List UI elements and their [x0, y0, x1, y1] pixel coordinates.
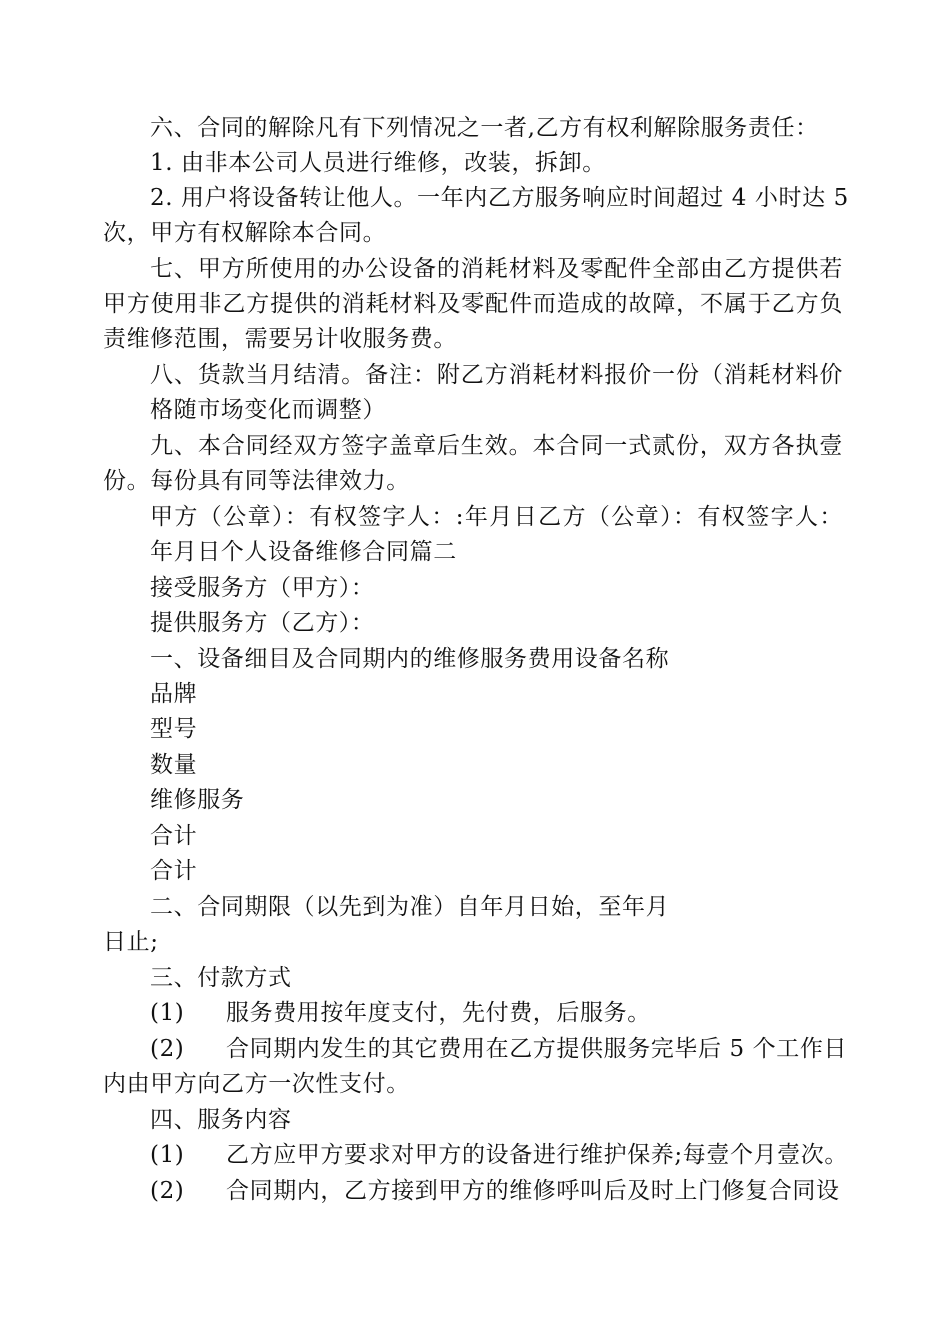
paragraph-line: 甲方使用非乙方提供的消耗材料及零配件而造成的故障，不属于乙方负: [103, 291, 843, 317]
paragraph-line: 次，甲方有权解除本合同。: [103, 220, 387, 246]
section-heading: 年月日个人设备维修合同篇二: [150, 539, 457, 565]
list-item-number: (2): [150, 1036, 185, 1062]
paragraph-line: 1. 由非本公司人员进行维修，改装，拆卸。: [150, 150, 606, 176]
field-label: 数量: [150, 752, 198, 778]
list-item: [150, 996, 843, 1031]
field-label: 型号: [150, 716, 198, 742]
paragraph-line: 份。每份具有同等法律效力。: [103, 468, 410, 494]
party-a-line: 接受服务方（甲方）：: [150, 575, 375, 601]
list-item-text: 合同期内，乙方接到甲方的维修呼叫后及时上门修复合同设: [226, 1178, 840, 1204]
paragraph-line: 八、货款当月结清。备注：附乙方消耗材料报价一份（消耗材料价: [150, 362, 843, 388]
list-item: [150, 1174, 843, 1209]
paragraph-line: 格随市场变化而调整）: [150, 397, 386, 423]
list-item-text: 合同期内发生的其它费用在乙方提供服务完毕后 5 个工作日: [226, 1036, 848, 1062]
paragraph-line: 内由甲方向乙方一次性支付。: [103, 1071, 410, 1097]
list-item-number: (2): [150, 1178, 185, 1204]
paragraph-line: 日止;: [103, 929, 159, 955]
list-item: [150, 1032, 848, 1067]
paragraph-line: 七、甲方所使用的办公设备的消耗材料及零配件全部由乙方提供若: [150, 256, 843, 282]
paragraph-line: 责维修范围，需要另计收服务费。: [103, 326, 457, 352]
section-heading: 四、服务内容: [150, 1107, 292, 1133]
field-label: 维修服务: [150, 787, 245, 813]
section-heading: 三、付款方式: [150, 965, 292, 991]
field-label: 品牌: [150, 681, 198, 707]
field-label: 合计: [150, 858, 198, 884]
list-item-text: 乙方应甲方要求对甲方的设备进行维护保养;每壹个月壹次。: [226, 1142, 848, 1168]
paragraph-line: 六、合同的解除凡有下列情况之一者,乙方有权利解除服务责任：: [150, 115, 819, 141]
paragraph-line: 二、合同期限（以先到为准）自年月日始，至年月: [150, 894, 670, 920]
list-item-number: (1): [150, 1142, 185, 1168]
list-item-number: (1): [150, 1000, 185, 1026]
party-b-line: 提供服务方（乙方）：: [150, 610, 375, 636]
paragraph-line: 九、本合同经双方签字盖章后生效。本合同一式贰份，双方各执壹: [150, 433, 843, 459]
section-heading: 一、设备细目及合同期内的维修服务费用设备名称: [150, 646, 670, 672]
signature-line: 甲方（公章）：有权签字人：:年月日乙方（公章）：有权签字人：: [150, 504, 843, 530]
list-item-text: 服务费用按年度支付，先付费，后服务。: [226, 1000, 651, 1026]
field-label: 合计: [150, 823, 198, 849]
list-item: [150, 1138, 848, 1173]
paragraph-line: 2. 用户将设备转让他人。一年内乙方服务响应时间超过 4 小时达 5: [150, 185, 849, 211]
